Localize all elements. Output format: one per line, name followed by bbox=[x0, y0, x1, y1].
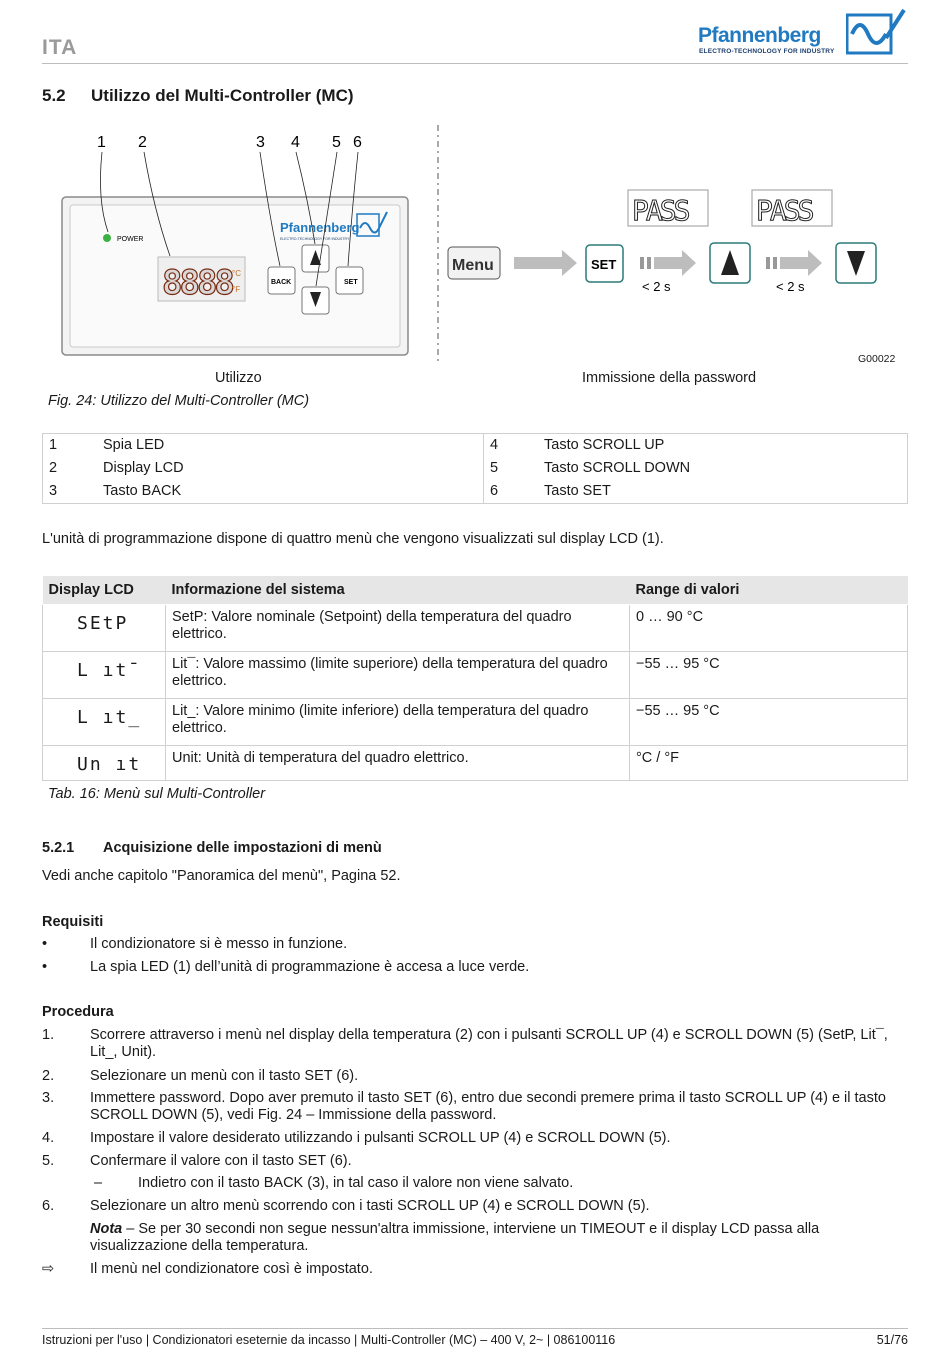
requisiti-heading: Requisiti bbox=[42, 914, 104, 930]
callout-4: 4 bbox=[291, 134, 300, 151]
logo-name: Pfannenberg bbox=[698, 24, 821, 47]
footer-text: Istruzioni per l'uso | Condizionatori eseternie da incasso | Multi-Controller (MC) – 400 V, 2~ | 086100116 bbox=[42, 1333, 616, 1347]
panel-logo-sub: ELECTRO-TECHNOLOGY FOR INDUSTRY bbox=[280, 237, 350, 241]
legend-label: Display LCD bbox=[103, 460, 184, 476]
power-label: POWER bbox=[117, 236, 144, 243]
legend-number: 2 bbox=[49, 460, 58, 476]
table-row bbox=[43, 699, 908, 746]
hold-arrow-icon bbox=[654, 250, 696, 276]
callout-6: 6 bbox=[353, 134, 362, 151]
table-caption: Tab. 16: Menù sul Multi-Controller bbox=[48, 786, 266, 802]
page-number: 51/76 bbox=[876, 1333, 908, 1347]
power-led-icon bbox=[103, 234, 111, 242]
table-row bbox=[43, 652, 908, 699]
legend-label: Tasto SCROLL DOWN bbox=[544, 460, 691, 476]
hold-label-1: < 2 s bbox=[642, 279, 671, 294]
logo-subtitle: ELECTRO-TECHNOLOGY FOR INDUSTRY bbox=[699, 48, 835, 55]
legend-number: 3 bbox=[49, 483, 58, 499]
lcd-code: SEtP bbox=[77, 613, 129, 634]
legend-label: Tasto SET bbox=[544, 483, 611, 499]
hold-label-2: < 2 s bbox=[776, 279, 805, 294]
figure-caption: Fig. 24: Utilizzo del Multi-Controller (MC) bbox=[48, 393, 310, 409]
note-label: Nota bbox=[90, 1221, 123, 1237]
info-cell: Lit_: Valore minimo (limite inferiore) della temperatura del quadro elettrico. bbox=[166, 699, 630, 746]
callout-1: 1 bbox=[97, 134, 106, 151]
range-cell: −55 … 95 °C bbox=[630, 699, 908, 746]
menu-key-label: Menu bbox=[452, 257, 494, 274]
brand-logo bbox=[698, 8, 908, 58]
procedura-heading: Procedura bbox=[42, 1004, 114, 1020]
caption-usage: Utilizzo bbox=[215, 370, 262, 386]
caption-password: Immissione della password bbox=[582, 370, 757, 386]
legend-table bbox=[42, 433, 908, 504]
table-header-row bbox=[43, 576, 908, 605]
pass-text-2: PASS bbox=[756, 194, 812, 227]
controller-figure bbox=[42, 120, 908, 412]
callout-2: 2 bbox=[138, 134, 147, 151]
set-button-label: SET bbox=[344, 279, 358, 286]
range-cell: 0 … 90 °C bbox=[630, 605, 908, 652]
lcd-digits: 8888 bbox=[162, 263, 232, 303]
language-code: ITA bbox=[42, 36, 78, 59]
section-title: 5.2 Utilizzo del Multi-Controller (MC) bbox=[42, 86, 354, 105]
arrow-right-icon bbox=[514, 250, 577, 276]
legend-number: 4 bbox=[484, 434, 539, 458]
pass-text-1: PASS bbox=[632, 194, 688, 227]
table-row bbox=[43, 605, 908, 652]
column-header: Display LCD bbox=[43, 576, 166, 605]
range-cell: −55 … 95 °C bbox=[630, 652, 908, 699]
footer-rule bbox=[42, 1328, 908, 1329]
callout-5: 5 bbox=[332, 134, 341, 151]
range-cell: °C / °F bbox=[630, 746, 908, 781]
unit-f: °F bbox=[232, 285, 241, 294]
see-also: Vedi anche capitolo "Panoramica del menù", Pagina 52. bbox=[42, 868, 401, 884]
lcd-code: Un ıt bbox=[77, 754, 142, 775]
table-row bbox=[43, 480, 908, 504]
subsection-title: 5.2.1 Acquisizione delle impostazioni di menù bbox=[42, 840, 382, 856]
set-key-label: SET bbox=[591, 257, 617, 272]
info-cell: Lit¯: Valore massimo (limite superiore) della temperatura del quadro elettrico. bbox=[166, 652, 630, 699]
hold-arrow-icon-2 bbox=[780, 250, 822, 276]
legend-label: Spia LED bbox=[103, 437, 165, 453]
legend-number: 6 bbox=[484, 480, 539, 504]
logo-wave-icon bbox=[846, 8, 906, 56]
result-arrow-icon: ⇨ bbox=[42, 1261, 55, 1277]
column-header: Informazione del sistema bbox=[166, 576, 630, 605]
panel-logo: Pfannenberg bbox=[280, 220, 360, 235]
back-button-label: BACK bbox=[271, 279, 292, 286]
lcd-code: L ıt_ bbox=[77, 707, 142, 728]
legend-number: 1 bbox=[49, 437, 58, 453]
info-cell: Unit: Unità di temperatura del quadro elettrico. bbox=[166, 746, 630, 781]
menu-table bbox=[42, 576, 908, 781]
figure-code: G00022 bbox=[858, 353, 896, 365]
lcd-code: L ıt¯ bbox=[77, 660, 142, 681]
table-row bbox=[43, 434, 908, 458]
info-cell: SetP: Valore nominale (Setpoint) della temperatura del quadro elettrico. bbox=[166, 605, 630, 652]
table-row bbox=[43, 457, 908, 480]
legend-number: 5 bbox=[484, 457, 539, 480]
unit-c: °C bbox=[232, 269, 241, 278]
table-row bbox=[43, 746, 908, 781]
callout-3: 3 bbox=[256, 134, 265, 151]
intro-paragraph: L'unità di programmazione dispone di quattro menù che vengono visualizzati sul display LCD (1). bbox=[42, 531, 664, 547]
column-header: Range di valori bbox=[630, 576, 908, 605]
header-rule bbox=[42, 63, 908, 64]
legend-label: Tasto SCROLL UP bbox=[544, 437, 665, 453]
legend-label: Tasto BACK bbox=[103, 483, 182, 499]
